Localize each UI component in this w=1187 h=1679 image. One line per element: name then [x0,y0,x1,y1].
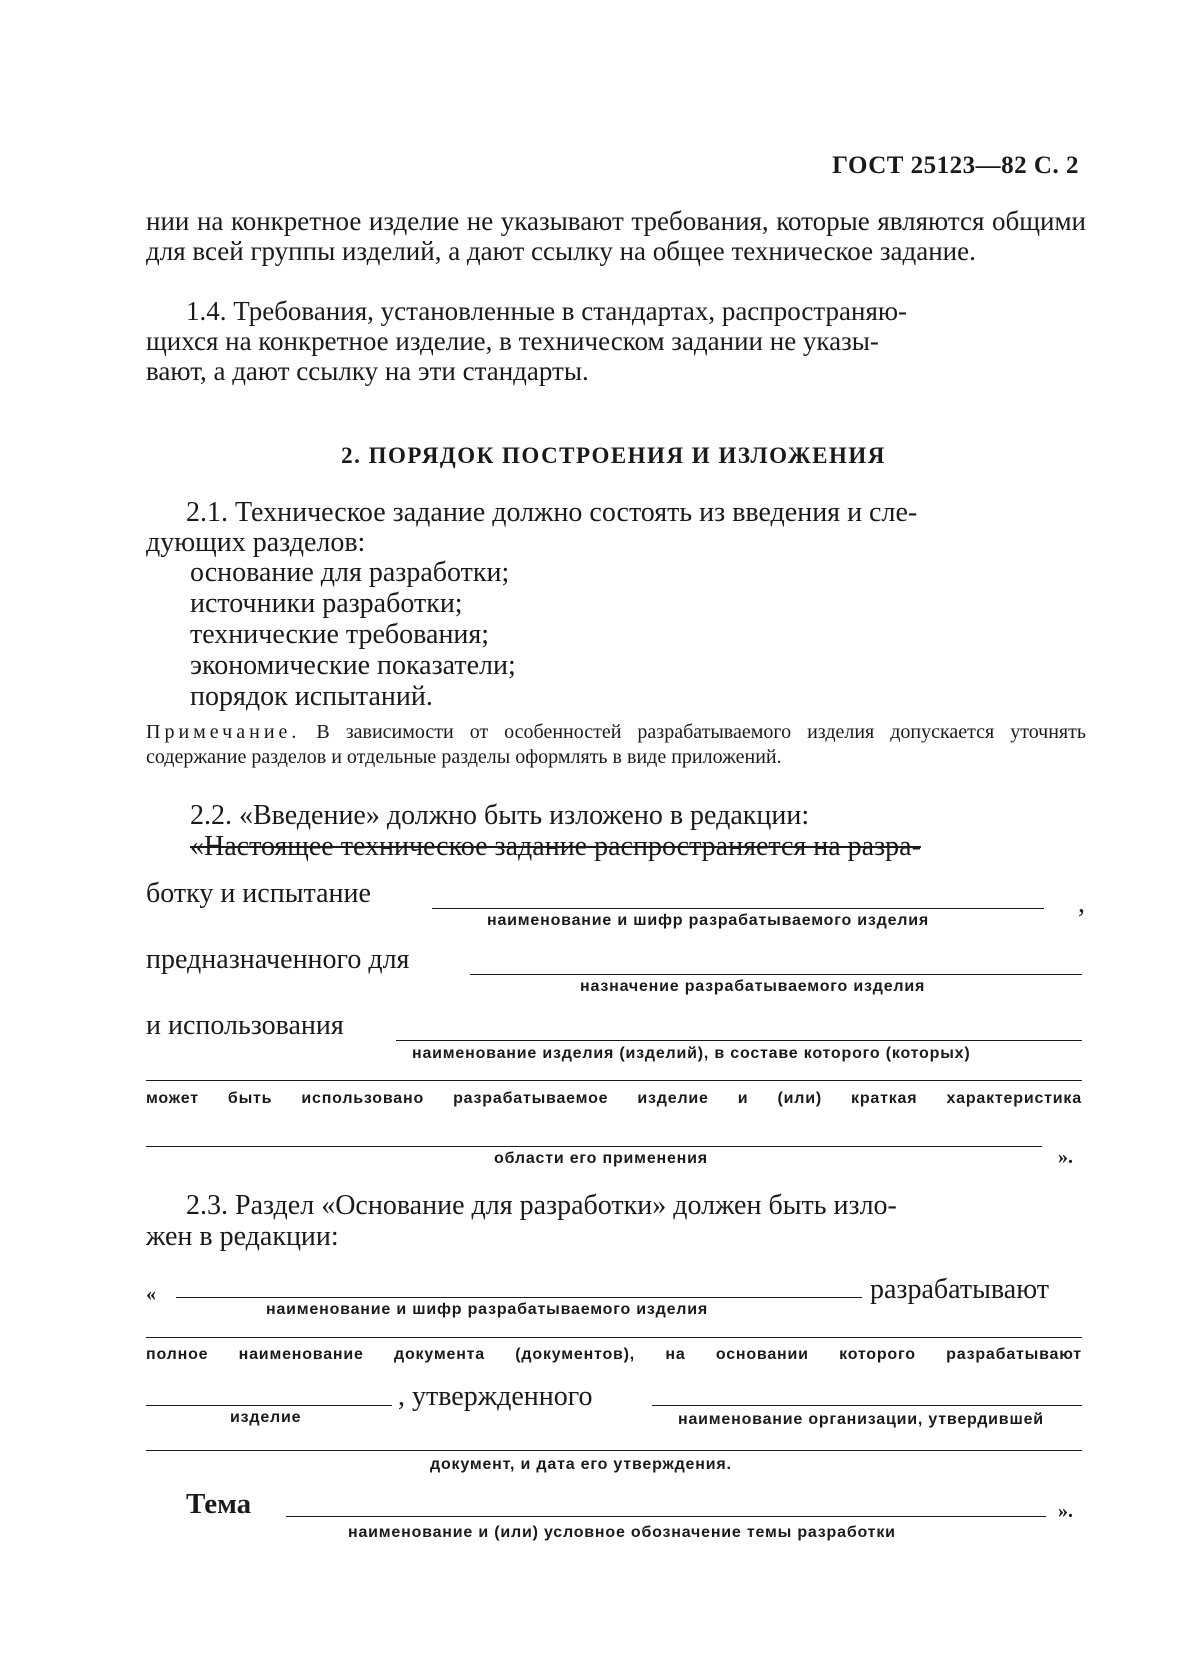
field-2-line[interactable] [470,974,1082,975]
paragraph-continuation: нии на конкретное изделие не указывают требования, которые являются общими для всей группы изделий, а дают ссылку на общее техническое задание. [146,206,1086,266]
note [146,720,1086,770]
list-item: технические требования; [190,619,490,650]
caption-word: разрабатываемое [453,1090,609,1107]
field-4-caption [146,1090,1082,1108]
field-g4-caption: документ, и дата его утверждения. [430,1456,732,1473]
field-2-label: предназначенного для [146,944,410,975]
field-g5-caption: наименование и (или) условное обозначение темы разработки [348,1524,896,1541]
caption-word: изделие [637,1090,709,1107]
field-g1-line[interactable] [176,1297,862,1298]
field-1-line[interactable] [432,908,1044,909]
field-g3-left-caption: изделие [230,1409,302,1426]
field-4-rule [146,1080,1082,1081]
caption-word: краткая [851,1090,918,1107]
caption-word: характеристика [946,1090,1082,1107]
field-g3-right-caption: наименование организации, утвердившей [678,1411,1044,1428]
paragraph-1-4-line-1: 1.4. Требования, установленные в стандартах, распространяю- [186,296,908,326]
document-header: ГОСТ 25123—82 С. 2 [832,152,1079,179]
field-3-label: и использования [146,1010,344,1041]
field-1-label: ботку и испытание [146,878,371,909]
paragraph-2-3-line-1: 2.3. Раздел «Основание для разработки» должен быть изло- [186,1190,897,1221]
caption-word: использовано [301,1090,425,1107]
field-g1-trailing: разрабатывают [870,1274,1049,1305]
field-g3-left-line[interactable] [146,1405,392,1406]
caption-word: быть [227,1090,273,1107]
list-item: основание для разработки; [190,557,510,588]
caption-word: документа [394,1346,485,1363]
field-1-caption: наименование и шифр разрабатываемого изделия [487,912,930,929]
field-g5-line[interactable] [286,1516,1046,1517]
field-g2-caption [146,1346,1082,1364]
paragraph-2-1-line-1: 2.1. Техническое задание должно состоять из введения и сле- [186,497,918,528]
note-text: В зависимости от особенностей разрабатываемого изделия допускается уточнять содержание разделов и отдельные разделы оформлять в виде приложений. [146,721,1086,768]
field-g5-label: Тема [186,1488,252,1520]
paragraph-1-4-line-2: щихся на конкретное изделие, в техническом задании не указы- [146,326,879,356]
note-label: Примечание. [146,721,301,743]
caption-word: (документов), [515,1346,636,1363]
paragraph-2-2: 2.2. «Введение» должно быть изложено в редакции: [190,800,810,831]
caption-word: полное [146,1346,209,1363]
list-item: порядок испытаний. [190,681,433,712]
paragraph-2-2-quote: «Настоящее техническое задание распространяется на разра- [190,831,921,862]
caption-word: разрабатывают [946,1346,1082,1363]
paragraph-2-1-line-2: дующих разделов: [146,527,366,558]
section-heading: 2. ПОРЯДОК ПОСТРОЕНИЯ И ИЗЛОЖЕНИЯ [341,443,886,468]
field-5-caption: области его применения [494,1150,708,1167]
list-item: экономические показатели; [190,650,516,681]
paragraph-1-4-line-3: вают, а дают ссылку на эти стандарты. [146,356,589,386]
field-3-caption: наименование изделия (изделий), в составе которого (которых) [412,1045,971,1062]
field-g5-close-quote: ». [1058,1500,1073,1522]
field-2-caption: назначение разрабатываемого изделия [580,978,926,995]
caption-word: на [665,1346,686,1363]
field-5-line[interactable] [146,1146,1042,1147]
field-5-close-quote: ». [1058,1146,1073,1168]
field-1-comma: , [1078,888,1085,919]
field-g1-open-quote: « [146,1283,156,1305]
paragraph-2-3-line-2: жен в редакции: [146,1221,339,1252]
field-3-line[interactable] [396,1040,1082,1041]
caption-word: и [737,1090,749,1107]
caption-word: наименование [238,1346,364,1363]
field-g1-caption: наименование и шифр разрабатываемого изделия [266,1301,709,1318]
caption-word: основании [715,1346,809,1363]
field-g2-rule [146,1337,1082,1338]
field-g4-line[interactable] [146,1450,1082,1451]
field-g3-mid-text: , утвержденного [398,1381,593,1412]
field-g3-right-line[interactable] [652,1405,1082,1406]
caption-word: (или) [777,1090,822,1107]
list-item: источники разработки; [190,588,463,619]
caption-word: может [146,1090,199,1107]
caption-word: которого [839,1346,916,1363]
